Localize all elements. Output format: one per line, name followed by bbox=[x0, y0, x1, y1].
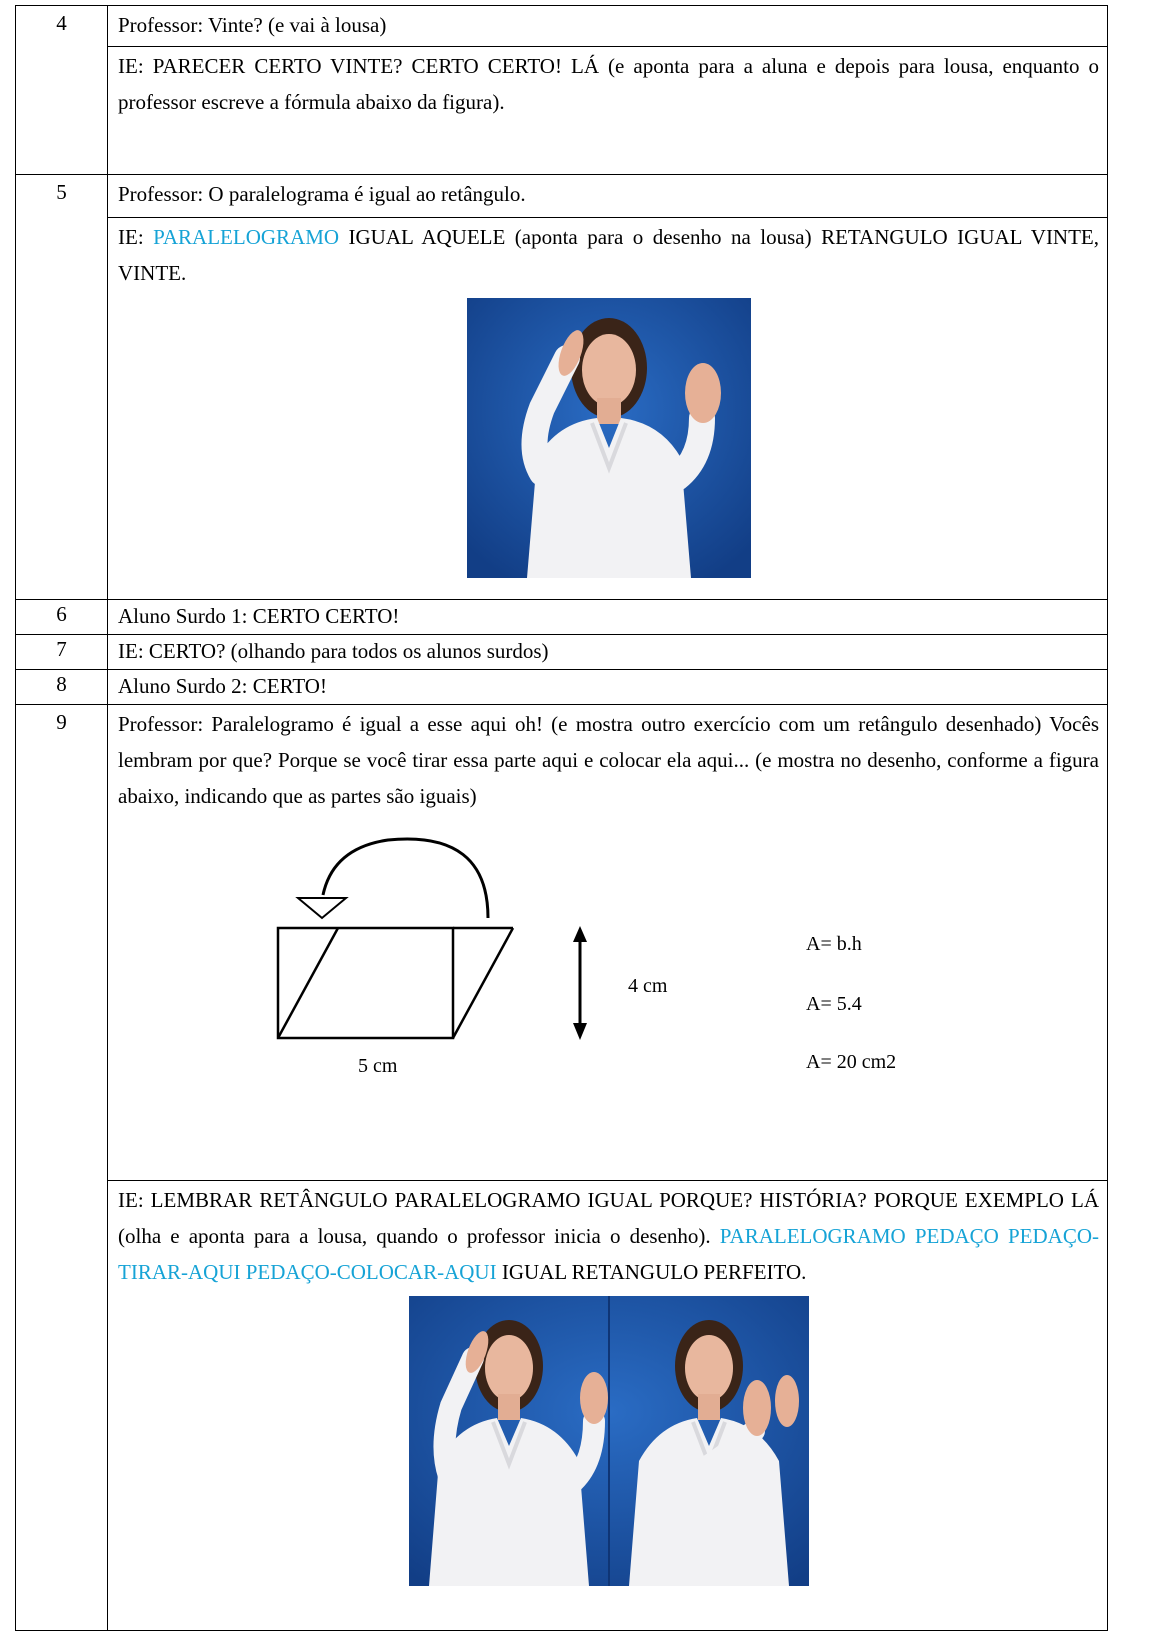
table-row bbox=[16, 600, 1108, 635]
interpreter-utterance bbox=[108, 218, 1108, 600]
interpreter-text bbox=[118, 1182, 1099, 1290]
table-row bbox=[16, 705, 1108, 1181]
ie-rest: IGUAL RETANGULO PERFEITO. bbox=[496, 1260, 807, 1285]
height-label: 4 cm bbox=[628, 975, 668, 997]
transcript-table bbox=[15, 5, 1108, 1631]
student-utterance: Aluno Surdo 1: CERTO CERTO! bbox=[108, 600, 1108, 635]
interpreter-utterance bbox=[108, 1181, 1108, 1631]
row-number: 5 bbox=[16, 175, 108, 600]
table-row bbox=[16, 218, 1108, 600]
ie-prefix: IE: bbox=[118, 225, 154, 250]
base-label: 5 cm bbox=[358, 1055, 398, 1077]
table-row bbox=[16, 47, 1108, 175]
table-row bbox=[16, 6, 1108, 47]
row-number: 8 bbox=[16, 670, 108, 705]
formula-line-1: A= b.h bbox=[806, 933, 862, 955]
sign-photo-paralelogramo bbox=[467, 298, 751, 578]
interpreter-text bbox=[118, 219, 1099, 291]
professor-utterance bbox=[108, 705, 1108, 1181]
formula-line-2: A= 5.4 bbox=[806, 993, 862, 1015]
professor-utterance: Professor: O paralelograma é igual ao retângulo. bbox=[108, 175, 1108, 218]
table-row bbox=[16, 635, 1108, 670]
row-number: 9 bbox=[16, 705, 108, 1631]
ie-prefix: IE: LEMBRAR RETÂNGULO PARALELOGRAMO IGUAL PORQUE? HISTÓRIA? PORQUE EXEMPLO LÁ (olha e aponta para a lousa, quando o professor inicia o desenho). bbox=[118, 1188, 1099, 1249]
parallelogram-figure bbox=[118, 820, 1018, 1120]
table-row bbox=[16, 670, 1108, 705]
student-utterance: Aluno Surdo 2: CERTO! bbox=[108, 670, 1108, 705]
formula-line-3: A= 20 cm2 bbox=[806, 1051, 897, 1073]
row-number: 7 bbox=[16, 635, 108, 670]
row-number: 4 bbox=[16, 6, 108, 175]
ie-rest: IGUAL AQUELE (aponta para o desenho na lousa) RETANGULO IGUAL VINTE, VINTE. bbox=[118, 225, 1100, 286]
professor-text: Professor: Paralelogramo é igual a esse aqui oh! (e mostra outro exercício com um retângulo desenhado) Vocês lembram por que? Porque se você tirar essa parte aqui e colocar ela aqui... (e mostra no desenho, conforme a figura abaixo, indicando que as partes são iguais) bbox=[118, 712, 1099, 808]
interpreter-utterance: IE: PARECER CERTO VINTE? CERTO CERTO! LÁ (e aponta para a aluna e depois para lousa, enquanto o professor escreve a fórmula abaixo da figura). bbox=[108, 47, 1108, 175]
sign-photo-sequence bbox=[409, 1296, 809, 1586]
interpreter-utterance: IE: CERTO? (olhando para todos os alunos surdos) bbox=[108, 635, 1108, 670]
row-number: 6 bbox=[16, 600, 108, 635]
table-row bbox=[16, 175, 1108, 218]
professor-utterance: Professor: Vinte? (e vai à lousa) bbox=[108, 6, 1108, 47]
sign-gloss-highlight: PARALELOGRAMO PEDAÇO PEDAÇO-TIRAR-AQUI PEDAÇO-COLOCAR-AQUI bbox=[118, 1224, 1099, 1285]
sign-gloss-highlight: PARALELOGRAMO bbox=[153, 225, 340, 250]
table-row bbox=[16, 1181, 1108, 1631]
